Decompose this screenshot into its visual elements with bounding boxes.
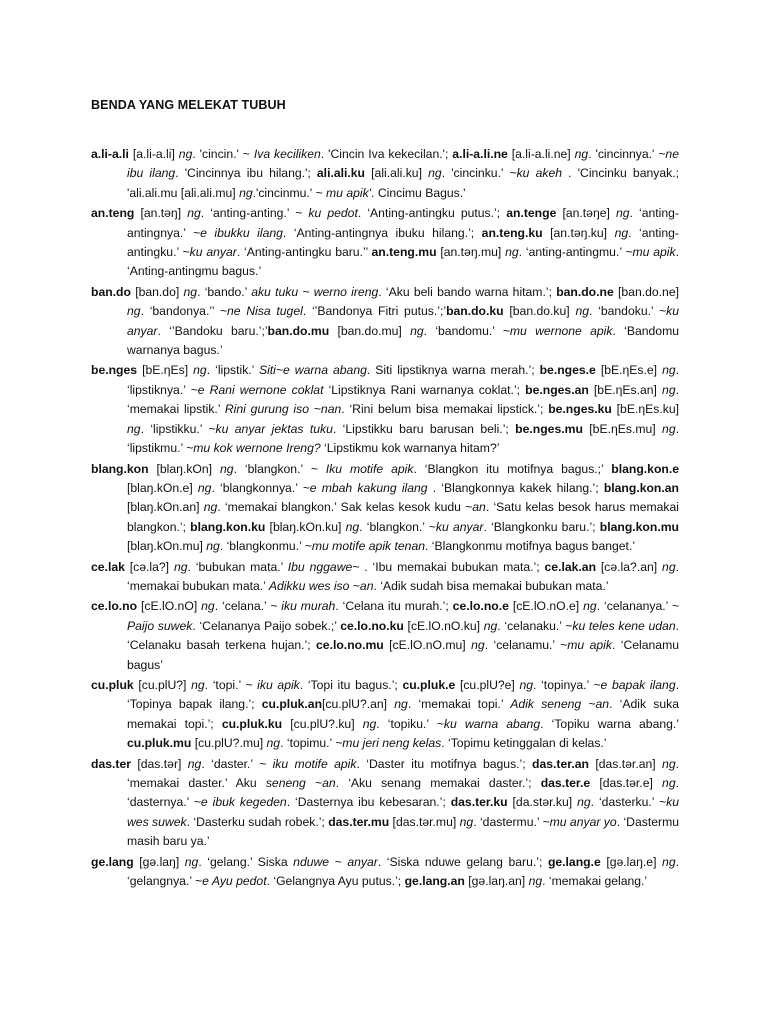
italic-text: ng <box>206 539 220 554</box>
entry-text: [ban.do.ne] <box>613 284 679 299</box>
italic-text: ng <box>345 519 360 534</box>
headword: ge.lang <box>91 854 134 869</box>
italic-text: Siti~e warna abang <box>258 363 367 378</box>
entry-text: . ‘blangkon.’ <box>359 519 429 534</box>
entry-text: . ‘Topiku warna abang.’ <box>540 716 679 731</box>
headword: cu.pluk <box>91 677 134 692</box>
italic-text: ~ne ibu ilang <box>127 147 679 181</box>
dictionary-entry <box>91 460 679 557</box>
entry-text: . 'cincinnya.' <box>588 147 659 161</box>
italic-text: ng <box>662 382 676 397</box>
italic-text: ~mu apik <box>560 638 612 653</box>
entry-text: . ‘lipstik.’ <box>206 363 259 378</box>
headword: a.li-a.li <box>91 147 129 161</box>
entry-text: . ‘Anting-antingku putus.’; <box>357 206 507 221</box>
italic-text: ng <box>183 284 198 299</box>
headword: cu.pluk.ku <box>221 716 283 731</box>
italic-text: ng <box>184 854 199 869</box>
entry-text: . ‘lipstiknya.’ <box>127 363 680 397</box>
italic-text: ng <box>483 618 498 633</box>
headword: blang.kon <box>91 461 149 476</box>
italic-text: ng <box>583 599 597 614</box>
italic-text: ~mu apik <box>625 245 676 260</box>
headword: cu.pluk.mu <box>127 736 192 751</box>
entry-text: [da.stər.ku] <box>507 795 578 810</box>
entry-text: [a.li-a.li] <box>128 147 179 161</box>
italic-text: ~ ku pedot <box>295 206 358 221</box>
italic-text: ~mu anyar yo <box>542 814 617 829</box>
italic-text: ng <box>239 185 253 200</box>
entry-text: [bE.ηEs] <box>137 363 194 378</box>
italic-text: ng <box>614 225 629 240</box>
entry-text: [ban.do.ku] <box>503 304 576 319</box>
entry-text: . ‘Dastermu masih baru ya.’ <box>127 814 679 849</box>
headword: blang.kon.e <box>611 461 679 476</box>
headword: ce.lo.no <box>91 599 138 614</box>
italic-text: ng <box>193 363 207 378</box>
italic-text: ng <box>428 166 442 181</box>
italic-text: ~ku akeh <box>509 166 563 181</box>
italic-text: ~mu wernone apik <box>502 323 613 338</box>
entry-text: . 'cincin.' ~ <box>192 147 254 161</box>
italic-text: ng <box>362 716 377 731</box>
entry-text: . ‘Gelangnya Ayu putus.’; <box>266 874 405 889</box>
entry-text: . ‘Anting-antingmu bagus.’ <box>127 245 679 279</box>
entry-text: [bE.ηEs.mu] <box>582 421 663 436</box>
entry-text: . ‘blangkonmu.’ <box>219 539 305 554</box>
entry-text: . ‘bubukan mata.’ <box>187 559 288 574</box>
dictionary-entry <box>91 597 679 675</box>
entry-text: . ‘Celana itu murah.’; <box>335 599 453 614</box>
headword: ce.lak <box>91 559 125 574</box>
italic-text: ng <box>127 304 141 319</box>
italic-text: ng <box>127 421 141 436</box>
entry-text: [gə.laŋ] <box>133 854 185 869</box>
entry-text: . 'cincinku.' <box>441 166 510 181</box>
entry-text: [blaŋ.kOn.mu] <box>127 539 207 554</box>
entry-text: . ‘memakai daster.’ Aku <box>127 756 679 790</box>
entry-text: . ‘Celananya Paijo sobek.;’ <box>192 618 341 633</box>
italic-text: ~ku teles kene udan <box>565 618 676 633</box>
headword: ge.lang.e <box>547 854 601 869</box>
entry-text: [gə.laŋ.e] <box>600 854 663 869</box>
italic-text: Adik seneng ~an <box>510 697 610 712</box>
entry-text: . ‘anting-antingku.’ <box>127 225 679 260</box>
italic-text: ng <box>191 677 205 692</box>
headword: be.nges <box>91 363 138 378</box>
entry-text: . ‘dasternya.’ <box>127 776 679 810</box>
italic-text: ng <box>266 736 281 751</box>
italic-text: ~ne Nisa tugel <box>219 304 303 319</box>
entry-text: . ‘Adik sudah bisa memakai bubukan mata.’ <box>373 578 609 593</box>
entry-text: . ‘daster.’ <box>201 756 260 771</box>
entry-text: . ‘blangkon.’ <box>233 461 311 476</box>
italic-text: ~e ibuk kegeden <box>193 795 287 810</box>
entry-text: ‘Lipstikmu kok warnanya hitam?’ <box>320 441 500 456</box>
entry-text: . ‘gelangnya.’ <box>127 854 679 889</box>
dictionary-entry <box>91 558 679 597</box>
headword: ge.lang.an <box>404 874 465 889</box>
entry-text: . ‘Aku beli bando warna hitam.’; <box>378 284 557 299</box>
entry-text: [cE.lO.nO.ku] <box>403 618 484 633</box>
italic-text: nduwe ~ anyar <box>293 854 378 869</box>
entry-text: [das.tər.e] <box>590 776 663 790</box>
italic-text: ~ku anyar jektas tuku <box>208 421 333 436</box>
entry-text: . ‘celananya.’ <box>596 599 672 614</box>
entry-text: [a.li-a.li.ne] <box>507 147 575 161</box>
entry-text: [bE.ηEs.an] <box>588 382 663 397</box>
italic-text: ~ku wes suwek <box>127 795 679 829</box>
headword: blang.kon.ku <box>190 519 266 534</box>
entry-text: . ‘memakai blangkon.’ Sak kelas kesok kudu <box>217 500 466 515</box>
italic-text: seneng ~an <box>265 776 336 790</box>
headword: blang.kon.mu <box>599 519 679 534</box>
italic-text: ~e Ayu pedot <box>194 874 267 889</box>
italic-text: ~ mu apik' <box>315 185 372 200</box>
headword: be.nges.mu <box>515 421 583 436</box>
entry-text: . ‘memakai lipstik.’ <box>127 382 679 417</box>
entry-text: . ‘anting-antingnya.’ <box>127 206 679 240</box>
headword: ban.do.mu <box>267 323 330 338</box>
italic-text: ng <box>577 795 591 810</box>
entry-text: . ‘celana.’ <box>214 599 271 614</box>
italic-text: ~ku anyar <box>428 519 484 534</box>
entry-text: . 'Cincinnya ibu hilang.'; <box>175 166 317 181</box>
italic-text: ng <box>615 206 630 221</box>
entry-text: . ‘bando.’ <box>197 284 252 299</box>
entry-text: . ‘Blangkonku baru.’; <box>483 519 600 534</box>
entry-text: [cu.plU?] <box>133 677 192 692</box>
italic-text: ng <box>662 421 676 436</box>
entry-text: . ‘bandoku.’ <box>589 304 659 319</box>
italic-text: ng <box>187 756 202 771</box>
dictionary-entry <box>91 676 679 754</box>
italic-text: ng <box>471 638 485 653</box>
italic-text: Iva keciliken <box>253 147 321 161</box>
entry-text: . ‘anting-antingmu.’ <box>518 245 626 260</box>
entry-text: . 'Cincin Iva kekecilan.'; <box>320 147 453 161</box>
entry-text: [cə.la?] <box>124 559 174 574</box>
entry-text: [bE.ηEs.ku] <box>611 402 679 417</box>
entry-text: . ‘Adik suka memakai topi.’; <box>127 697 680 731</box>
dictionary-entry <box>91 204 679 282</box>
entry-text: [das.tər.an] <box>588 756 663 771</box>
headword: das.ter.an <box>532 756 589 771</box>
italic-text: ~ Iku motife apik <box>310 461 414 476</box>
headword: ban.do.ne <box>556 284 614 299</box>
entry-text: . ‘lipstikku.’ <box>140 421 209 436</box>
italic-text: ~e ibukku ilang <box>193 225 283 240</box>
entry-text: [cE.lO.nO.mu] <box>383 638 472 653</box>
italic-text: ng <box>662 756 676 771</box>
dictionary-entry <box>91 283 679 361</box>
headword: das.ter <box>91 756 131 771</box>
entry-text: [cu.plU?.an] <box>322 697 395 712</box>
italic-text: ~e Rani wernone coklat <box>190 382 324 397</box>
entry-text: [ali.ali.ku] <box>365 166 429 181</box>
entry-text: . ‘topinya.’ <box>533 677 594 692</box>
entry-text: ‘Lipstiknya Rani warnanya coklat.’; <box>323 382 526 397</box>
italic-text: ng <box>394 697 408 712</box>
entry-text: . ‘Bandomu warnanya bagus.’ <box>127 323 680 358</box>
entry-text: . ‘topimu.’ <box>280 736 336 751</box>
entry-text: . ‘Daster itu motifnya bagus.’; <box>356 756 533 771</box>
italic-text: ~ku anyar <box>182 245 237 260</box>
entry-text: . ‘anting-anting.’ <box>200 206 296 221</box>
entry-text: . ‘’Bandonya Fitri putus.’;’ <box>302 304 447 319</box>
entry-text: . ‘Blangkon itu motifnya bagus.;’ <box>413 461 612 476</box>
italic-text: ng <box>575 304 589 319</box>
entry-text: . ‘Topinya bapak ilang.’; <box>127 677 679 712</box>
entry-text: . ‘Celanamu bagus’ <box>127 638 679 672</box>
dictionary-entry <box>91 755 679 852</box>
headword: an.teng <box>91 206 135 221</box>
entry-text: . ‘topi.’ <box>204 677 246 692</box>
italic-text: ~e bapak ilang <box>593 677 676 692</box>
entry-text: . ‘’Bandoku baru.’;’ <box>157 323 268 338</box>
entry-text: . ‘Topi itu bagus.’; <box>299 677 403 692</box>
entry-text: . Cincimu Bagus.' <box>371 185 466 200</box>
entry-text: . ‘bandomu.’ <box>423 323 503 338</box>
headword: be.nges.ku <box>548 402 612 417</box>
entry-text: . Siti lipstiknya warna merah.’; <box>366 363 540 378</box>
headword: a.li-a.li.ne <box>452 147 508 161</box>
entry-text: . ‘Dasterku sudah robek.’; <box>186 814 329 829</box>
entry-text: . ‘topiku.’ <box>376 716 437 731</box>
entry-text: [an.təŋe] <box>556 206 616 221</box>
entry-text: . ‘memakai gelang.’ <box>542 874 648 889</box>
italic-text: ng <box>187 206 201 221</box>
entry-text: [blaŋ.kOn] <box>148 461 221 476</box>
dictionary-entry <box>91 361 679 458</box>
entry-text: . ‘Anting-antingku baru.’’ <box>236 245 372 260</box>
headword: ban.do.ku <box>446 304 504 319</box>
italic-text: ng <box>505 245 519 260</box>
entry-text: . ‘celanaku.’ <box>497 618 566 633</box>
headword: cu.pluk.e <box>402 677 456 692</box>
italic-text: ng <box>662 854 676 869</box>
italic-text: ~ iku murah <box>270 599 336 614</box>
headword: an.teng.ku <box>481 225 543 240</box>
entry-text: . ‘Aku senang memakai daster.’; <box>335 776 541 790</box>
headword: ban.do <box>91 284 131 299</box>
entry-text: . ‘Celanaku basah terkena hujan.’; <box>127 618 680 653</box>
italic-text: ng <box>662 363 676 378</box>
entry-text: . ‘Blangkonmu motifnya bagus banget.’ <box>425 539 636 554</box>
italic-text: ~an <box>465 500 486 515</box>
italic-text: Adikku wes iso ~an <box>268 578 374 593</box>
entry-text: [cu.plU?.mu] <box>191 736 267 751</box>
entry-text: . ‘dastermu.’ <box>473 814 543 829</box>
headword: das.ter.ku <box>450 795 508 810</box>
italic-text: ng <box>662 776 676 790</box>
italic-text: ~ku anyar <box>127 304 679 338</box>
dictionary-entry <box>91 853 679 892</box>
italic-text: ng <box>197 480 212 495</box>
italic-text: ng <box>528 874 543 889</box>
italic-text: ~ iku apik <box>245 677 300 692</box>
entry-text: [cu.plU?.ku] <box>282 716 363 731</box>
entry-text: . ‘Lipstikku baru barusan beli.’; <box>332 421 516 436</box>
headword: ce.lo.no.e <box>452 599 509 614</box>
italic-text: ng <box>201 599 215 614</box>
dictionary-entry <box>91 145 679 203</box>
italic-text: Rini gurung iso ~nan <box>224 402 342 417</box>
entry-text: [blaŋ.kOn.an] <box>127 500 204 515</box>
italic-text: ng <box>203 500 218 515</box>
italic-text: ~mu motife apik tenan <box>304 539 426 554</box>
headword: ce.lak.an <box>544 559 597 574</box>
entry-text: [bE.ηEs.e] <box>595 363 663 378</box>
dictionary-entries <box>91 145 679 892</box>
entry-text: . ‘Ibu memakai bubukan mata.’; <box>359 559 545 574</box>
entry-text: [ban.do.mu] <box>329 323 411 338</box>
entry-text: [cə.la?.an] <box>596 559 663 574</box>
entry-text: . ‘Rini belum bisa memakai lipstick.’; <box>341 402 549 417</box>
italic-text: ~ Paijo suwek <box>127 599 679 633</box>
entry-text: [ban.do] <box>130 284 184 299</box>
headword: cu.pluk.an <box>261 697 323 712</box>
headword: an.teng.mu <box>371 245 437 260</box>
entry-text: . ‘Dasternya ibu kebesaran.’; <box>286 795 451 810</box>
entry-text: . 'Cincinku banyak.; 'ali.ali.mu [ali.ali.mu] <box>127 166 680 200</box>
entry-text: . ‘blangkonnya.’ <box>211 480 303 495</box>
entry-text: [das.tər] <box>130 756 188 771</box>
italic-text: ng <box>662 559 676 574</box>
entry-text: [an.təŋ] <box>134 206 188 221</box>
entry-text: . ‘gelang.’ Siska <box>198 854 294 869</box>
page-title: BENDA YANG MELEKAT TUBUH <box>91 98 286 112</box>
entry-text: . ‘memakai topi.’ <box>407 697 511 712</box>
italic-text: aku tuku ~ werno ireng <box>251 284 379 299</box>
headword: an.tenge <box>506 206 557 221</box>
headword: ali.ali.ku <box>316 166 366 181</box>
headword: ce.lo.no.mu <box>316 638 384 653</box>
italic-text: ~e mbah kakung ilang <box>302 480 428 495</box>
italic-text: Ibu nggawe~ <box>287 559 360 574</box>
italic-text: ~ iku motife apik <box>259 756 357 771</box>
entry-text: . ‘Siska nduwe gelang baru.’; <box>377 854 548 869</box>
italic-text: ng <box>459 814 474 829</box>
entry-text: . ‘memakai bubukan mata.’ <box>127 559 679 593</box>
entry-text: . ‘dasterku.’ <box>590 795 659 810</box>
entry-text: [an.təŋ.mu] <box>436 245 506 260</box>
headword: ce.lo.no.ku <box>340 618 404 633</box>
entry-text: [cu.plU?e] <box>455 677 520 692</box>
entry-text: . ‘Anting-antingnya ibuku hilang.’; <box>282 225 482 240</box>
italic-text: ng <box>519 677 534 692</box>
entry-text: . ‘Topimu ketinggalan di kelas.’ <box>441 736 607 751</box>
headword: das.ter.mu <box>328 814 390 829</box>
entry-text: . ‘lipstikmu.’ <box>127 421 679 456</box>
entry-text: . ‘Blangkonnya kakek hilang.’; <box>427 480 604 495</box>
italic-text: ng <box>178 147 193 161</box>
entry-text: [cE.lO.nO] <box>137 599 202 614</box>
headword: be.nges.an <box>525 382 589 397</box>
entry-text: [gə.laŋ.an] <box>464 874 529 889</box>
italic-text: ~mu jeri neng kelas <box>335 736 442 751</box>
headword: be.nges.e <box>539 363 596 378</box>
entry-text: . ‘Satu kelas besok harus memakai blangkon.’; <box>127 500 679 534</box>
entry-text: [blaŋ.kOn.ku] <box>265 519 346 534</box>
entry-text: . ‘bandonya.’’ <box>140 304 220 319</box>
italic-text: ~ku warna abang <box>436 716 541 731</box>
entry-text: [blaŋ.kOn.e] <box>127 480 198 495</box>
entry-text: .'cincinmu.' <box>252 185 316 200</box>
italic-text: ng <box>410 323 424 338</box>
italic-text: ng <box>574 147 589 161</box>
entry-text: [das.tər.mu] <box>389 814 460 829</box>
italic-text: ng <box>173 559 188 574</box>
entry-text: [cE.lO.nO.e] <box>508 599 584 614</box>
headword: das.ter.e <box>540 776 591 790</box>
entry-text: . ‘celanamu.’ <box>484 638 561 653</box>
entry-text: [an.təŋ.ku] <box>542 225 615 240</box>
italic-text: ng <box>220 461 234 476</box>
headword: blang.kon.an <box>603 480 679 495</box>
italic-text: ~mu kok wernone Ireng? <box>186 441 321 456</box>
